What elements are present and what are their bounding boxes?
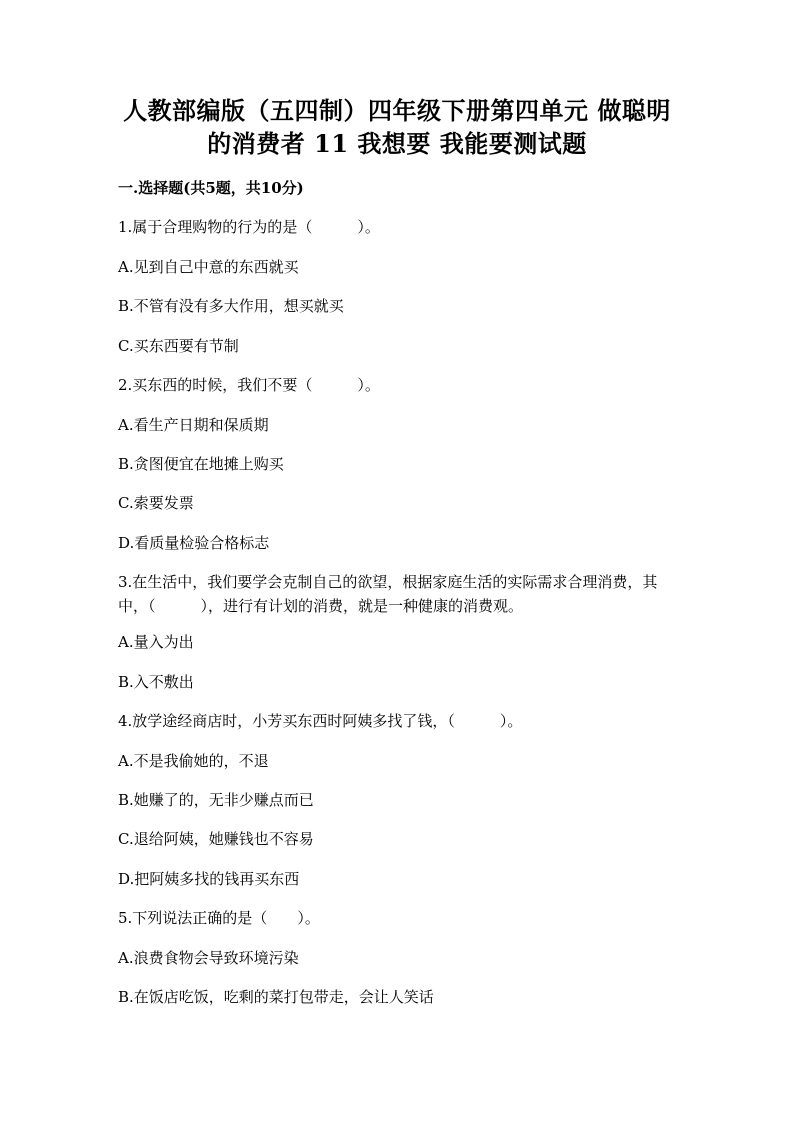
question-4-option-d: D.把阿姨多找的钱再买东西	[118, 870, 300, 888]
section-heading: 一.选择题(共5题，共10分)	[118, 179, 304, 197]
question-2-option-c: C.索要发票	[118, 494, 194, 512]
question-5-option-b: B.在饭店吃饭，吃剩的菜打包带走，会让人笑话	[118, 988, 434, 1006]
question-4-stem: 4.放学途经商店时，小芳买东西时阿姨多找了钱，（ ）。	[118, 712, 523, 730]
question-1-option-c: C.买东西要有节制	[118, 337, 239, 355]
question-4-option-c: C.退给阿姨，她赚钱也不容易	[118, 830, 314, 848]
question-3-option-b: B.入不敷出	[118, 673, 194, 691]
document-title-line-1: 人教部编版（五四制）四年级下册第四单元 做聪明	[123, 96, 671, 125]
question-5-option-a: A.浪费食物会导致环境污染	[118, 949, 299, 967]
question-4-option-a: A.不是我偷她的，不退	[118, 752, 269, 770]
question-1-option-b: B.不管有没有多大作用，想买就买	[118, 297, 344, 315]
question-3-option-a: A.量入为出	[118, 633, 194, 651]
question-2-option-d: D.看质量检验合格标志	[118, 534, 270, 552]
question-2-option-b: B.贪图便宜在地摊上购买	[118, 455, 284, 473]
question-1-stem: 1.属于合理购物的行为的是（ ）。	[118, 218, 380, 236]
document-title-line-2: 的消费者 11 我想要 我能要测试题	[207, 129, 587, 158]
question-2-stem: 2.买东西的时候，我们不要（ ）。	[118, 376, 380, 394]
question-3-stem: 3.在生活中，我们要学会克制自己的欲望，根据家庭生活的实际需求合理消费，其中，（ ），进行有计划的消费，就是一种健康的消费观。	[118, 573, 658, 615]
question-5-stem: 5.下列说法正确的是（ ）。	[118, 909, 320, 927]
question-1-option-a: A.见到自己中意的东西就买	[118, 258, 299, 276]
question-4-option-b: B.她赚了的，无非少赚点而已	[118, 791, 314, 809]
question-2-option-a: A.看生产日期和保质期	[118, 416, 269, 434]
